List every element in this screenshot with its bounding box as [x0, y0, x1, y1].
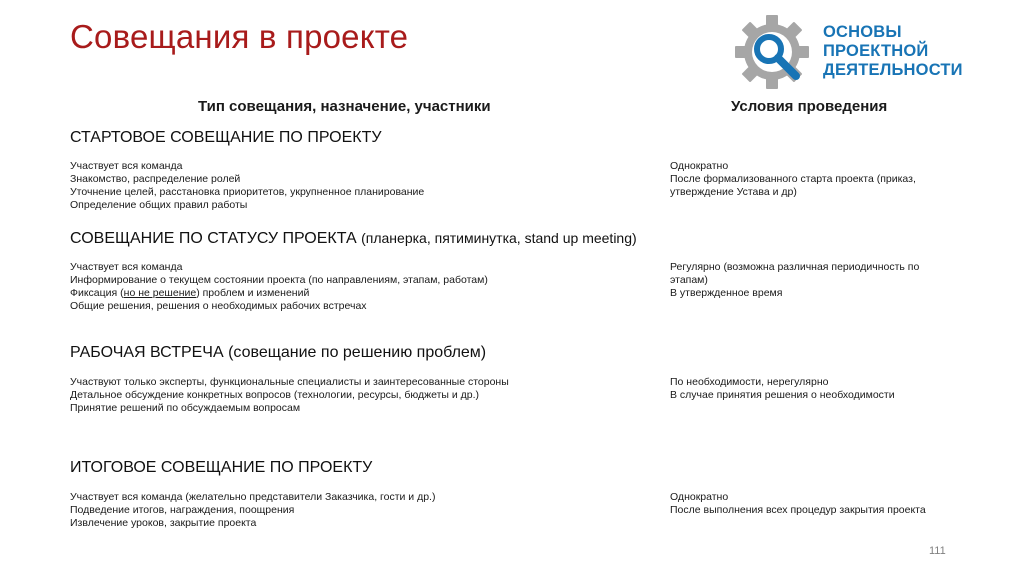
section-final-right-lines	[670, 491, 926, 517]
line: Знакомство, распределение ролей	[70, 173, 241, 185]
line: Уточнение целей, расстановка приоритетов, укрупненное планирование	[70, 186, 425, 198]
section-title-working-subtitle: (совещание по решению проблем)	[228, 344, 487, 361]
section-working-left-lines	[70, 376, 509, 415]
section-title-final: ИТОГОВОЕ СОВЕЩАНИЕ ПО ПРОЕКТУ	[70, 459, 373, 476]
line: Однократно	[670, 491, 729, 503]
fix-underlined: но не решение	[123, 287, 197, 299]
section-start-right-lines	[670, 160, 916, 199]
line: Подведение итогов, награждения, поощрения	[70, 504, 295, 516]
page-number: 111	[929, 545, 946, 557]
logo-line-3: ДЕЯТЕЛЬНОСТИ	[823, 61, 963, 79]
section-title-status-main: СОВЕЩАНИЕ ПО СТАТУСУ ПРОЕКТА	[70, 230, 357, 247]
slide-title: Совещания в проекте	[70, 18, 409, 55]
fix-after: ) проблем и изменений	[196, 287, 310, 299]
section-title-start: СТАРТОВОЕ СОВЕЩАНИЕ ПО ПРОЕКТУ	[70, 129, 382, 146]
section-title-status-subtitle: (планерка, пятиминутка, stand up meeting)	[361, 230, 637, 246]
section-start-left-lines	[70, 160, 424, 212]
line: Однократно	[670, 160, 729, 172]
fix-before: Фиксация (	[70, 287, 124, 299]
section-title-working	[70, 344, 486, 362]
fix-line	[70, 287, 488, 300]
line: Общие решения, решения о необходимых рабочих встречах	[70, 300, 367, 312]
left-column-header: Тип совещания, назначение, участники	[198, 98, 491, 115]
line: Детальное обсуждение конкретных вопросов (технологии, ресурсы, бюджеты и др.)	[70, 389, 480, 401]
line: После выполнения всех процедур закрытия проекта	[670, 504, 926, 516]
line: В случае принятия решения о необходимости	[670, 389, 895, 401]
line: Регулярно (возможна различная периодичность по	[670, 261, 920, 273]
gear-magnifier-icon	[734, 14, 810, 90]
line: этапам)	[670, 274, 708, 286]
section-title-working-main: РАБОЧАЯ ВСТРЕЧА	[70, 344, 224, 361]
line: Участвует вся команда	[70, 160, 183, 172]
logo-line-1: ОСНОВЫ	[823, 23, 902, 41]
logo-text	[823, 23, 963, 80]
line: После формализованного старта проекта (приказ,	[670, 173, 916, 185]
right-column-header: Условия проведения	[731, 98, 888, 115]
line: Извлечение уроков, закрытие проекта	[70, 517, 257, 529]
section-status-right-lines	[670, 261, 919, 300]
section-final-left-lines	[70, 491, 435, 530]
line: Информирование о текущем состоянии проекта (по направлениям, этапам, работам)	[70, 274, 488, 286]
line: В утвержденное время	[670, 287, 783, 299]
line: По необходимости, нерегулярно	[670, 376, 829, 388]
line: Участвует вся команда	[70, 261, 183, 273]
line: утверждение Устава и др)	[670, 186, 797, 198]
line: Участвуют только эксперты, функциональные специалисты и заинтересованные стороны	[70, 376, 509, 388]
section-working-right-lines	[670, 376, 895, 402]
section-status-left-lines	[70, 261, 488, 313]
line: Принятие решений по обсуждаемым вопросам	[70, 402, 301, 414]
logo-line-2: ПРОЕКТНОЙ	[823, 42, 929, 60]
line: Участвует вся команда (желательно представители Заказчика, гости и др.)	[70, 491, 436, 503]
section-title-status	[70, 230, 637, 248]
line: Определение общих правил работы	[70, 199, 248, 211]
logo	[734, 14, 974, 90]
